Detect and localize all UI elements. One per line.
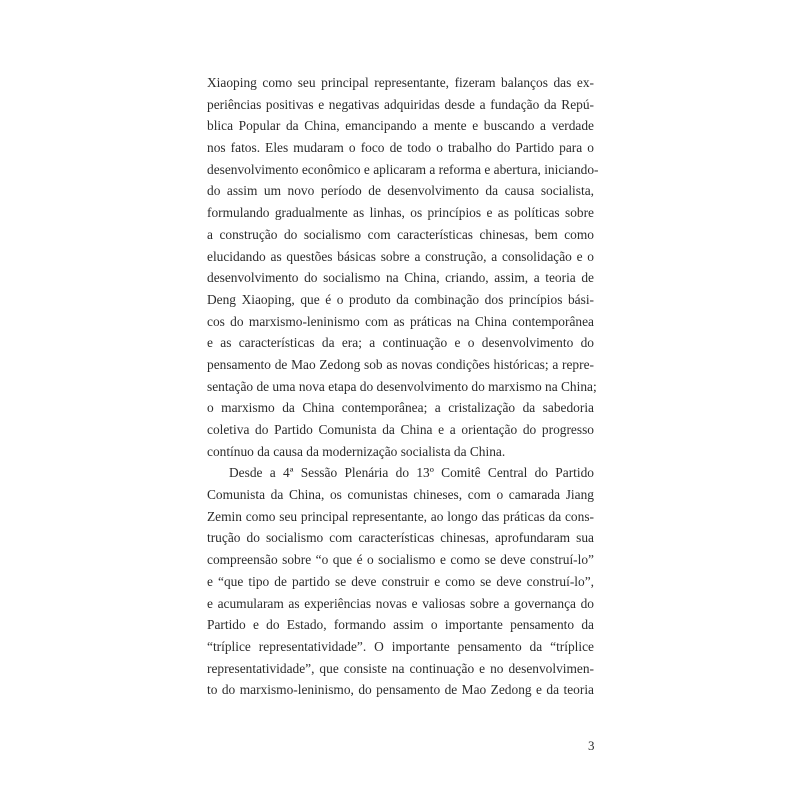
text-line: sentação de uma nova etapa do desenvolvimento do marxismo na China; (207, 378, 597, 394)
text-line: e “que tipo de partido se deve construir e como se deve construí-lo”, (207, 573, 594, 589)
text-line: a construção do socialismo com características chinesas, bem como (207, 226, 594, 242)
text-line: Deng Xiaoping, que é o produto da combinação dos princípios bási- (207, 291, 594, 307)
text-line: Desde a 4ª Sessão Plenária do 13º Comitê Central do Partido (229, 465, 594, 481)
paragraph (207, 462, 594, 701)
text-line: pensamento de Mao Zedong sob as novas condições históricas; a repre- (207, 356, 594, 372)
text-line: do assim um novo período de desenvolvimento da causa socialista, (207, 183, 594, 199)
text-line: formulando gradualmente as linhas, os princípios e as políticas sobre (207, 205, 594, 221)
text-line: o marxismo da China contemporânea; a cristalização da sabedoria (207, 400, 594, 416)
text-line: trução do socialismo com características chinesas, aprofundaram sua (207, 530, 594, 546)
text-line: to do marxismo-leninismo, do pensamento de Mao Zedong e da teoria (207, 682, 594, 698)
text-line: desenvolvimento econômico e aplicaram a reforma e abertura, iniciando- (207, 161, 599, 177)
text-line: Partido e do Estado, formando assim o importante pensamento da (207, 617, 594, 633)
text-line: compreensão sobre “o que é o socialismo e como se deve construí-lo” (207, 552, 594, 568)
text-line: Comunista da China, os comunistas chineses, com o camarada Jiang (207, 487, 594, 503)
text-line: e acumularam as experiências novas e valiosas sobre a governança do (207, 595, 594, 611)
text-line: Xiaoping como seu principal representante, fizeram balanços das ex- (207, 75, 594, 90)
text-line: elucidando as questões básicas sobre a construção, a consolidação e o (207, 248, 594, 264)
text-line: coletiva do Partido Comunista da China e a orientação do progresso (207, 422, 594, 437)
body-text (207, 72, 599, 701)
text-line: periências positivas e negativas adquiridas desde a fundação da Repú- (207, 96, 594, 112)
page-number: 3 (588, 738, 595, 753)
text-line: blica Popular da China, emancipando a mente e buscando a verdade (207, 118, 594, 134)
text-line: cos do marxismo-leninismo com as práticas na China contemporânea (207, 313, 594, 329)
text-line: representatividade”, que consiste na continuação e no desenvolvimen- (207, 660, 594, 676)
text-line: “tríplice representatividade”. O importante pensamento da “tríplice (207, 638, 594, 654)
text-line: nos fatos. Eles mudaram o foco de todo o trabalho do Partido para o (207, 140, 594, 156)
text-line: e as características da era; a continuação e o desenvolvimento do (207, 335, 594, 351)
text-line: Zemin como seu principal representante, ao longo das práticas da cons- (207, 508, 594, 524)
text-line: contínuo da causa da modernização socialista da China. (207, 443, 506, 459)
text-line: desenvolvimento do socialismo na China, criando, assim, a teoria de (207, 270, 594, 286)
paragraph (207, 72, 599, 462)
